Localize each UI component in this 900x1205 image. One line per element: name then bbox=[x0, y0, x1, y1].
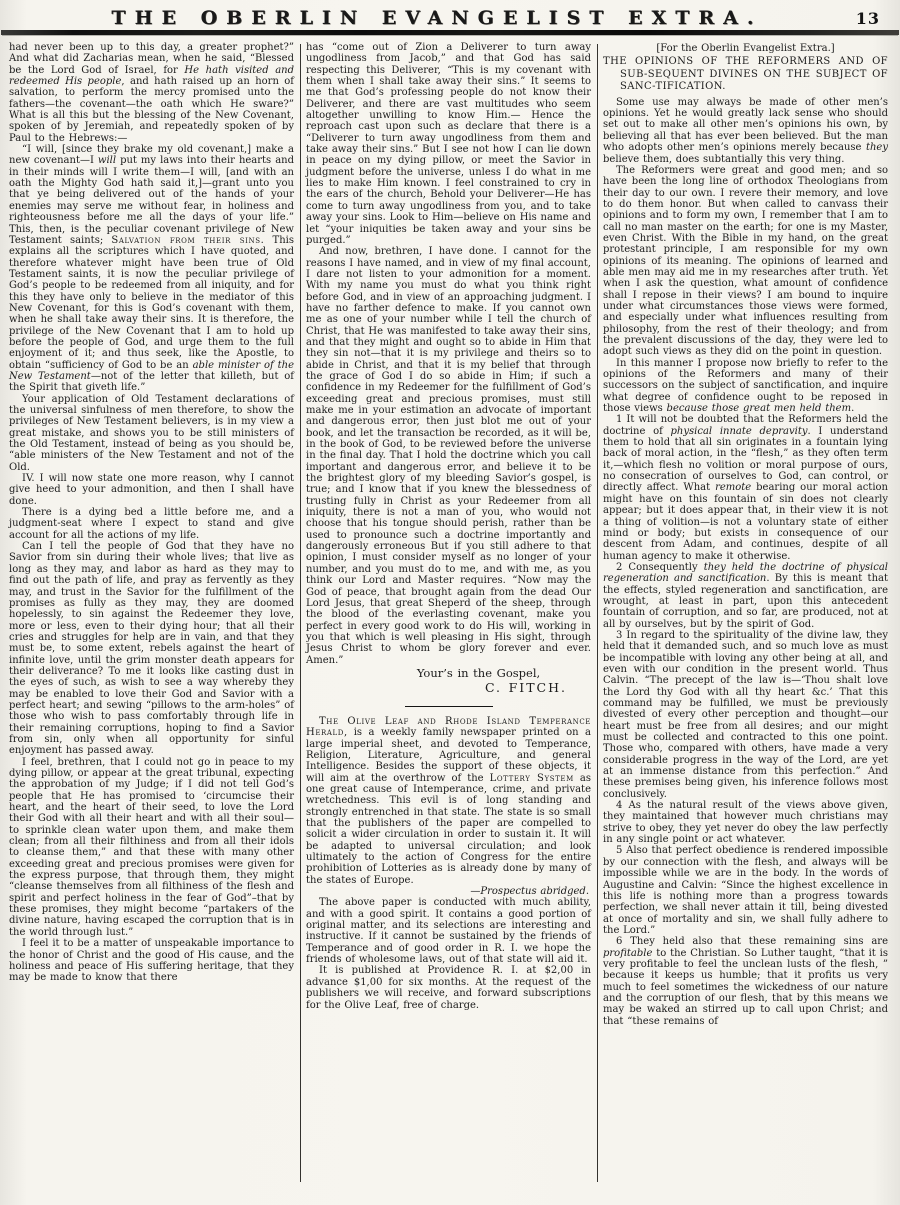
masthead bbox=[0, 0, 900, 30]
column-right bbox=[598, 42, 894, 1192]
signature-closing: Your’s in the Gospel, bbox=[416, 665, 541, 680]
paragraph: There is a dying bed a little before me, and a judgment-seat where I expect to stand and give account for all the actions of my life. bbox=[9, 507, 294, 541]
masthead-title: THE OBERLIN EVANGELIST EXTRA. bbox=[111, 7, 763, 29]
paragraph: 3 In regard to the spirituality of the divine law, they held that it demanded such, and so much love as must be incompatible with loving any other being at all, and even with our condition in the present world. Thus Calvin. “The precept of the law is—‘Thou shalt love the Lord thy God with all thy heart &c.’ That this command may be fulfilled, we must be previously divested of every other perception and thought—our heart must be free from all desires; and our might must be collected and contracted to this one point. Those who, compared with others, have made a very considerable progress in the way of the Lord, are yet at an immense distance from this perfection.” And these premises being given, his inference follows most conclusively. bbox=[603, 629, 888, 800]
paragraph: has “come out of Zion a Deliverer to turn away ungodliness from Jacob,” and that God has said respecting this Deliverer, “This is my covenant with them when I shall take away their sins.” It seems to me that God’s professing people do not know their Deliverer, and there are vast multitudes who seem altogether unwilling to know Him.— Hence the reproach cast upon such as declare that there is a “Deliverer to turn away ungodliness from them and take away their sins.” But I see not how I can lie down in peace on my dying pillow, or meet the Savior in judgment before the universe, unless I do what in me lies to make Him known. I feel constrained to cry in the ears of the church, Behold your Deliverer—He has come to turn away ungodliness from you, and to take away your sins. Look to Him—believe on His name and let “your iniquities be taken away and your sins be purged.” bbox=[306, 42, 591, 246]
paragraph: 6 They held also that these remaining sins are profitable to the Christian. So Luther taught, “that it is very profitable to feel the unclean lusts of the flesh, ” because it keeps us humble; that it profits us very much to feel sometimes the wickedness of our nature and the corruption of our flesh, that by this means we may be waked an stirred up to call upon Christ; and that “these remains of bbox=[603, 936, 888, 1027]
paragraph: “I will, [since they brake my old covenant,] make a new covenant—I will put my laws into their hearts and in their minds will I write them—I will, [and with an oath the Mighty God hath said it,]—grant unto you that ye being delivered out of the hands of your enemies may serve me without fear, in holiness and righteousness before me all the days of your life.” This, then, is the peculiar covenant privilege of New Testament saints; Salvation from their sins. This explains all the scriptures which I have quoted, and therefore whatever might have been true of Old Testament saints, it is now the peculiar privilege of God’s people to be redeemed from all iniquity, and for this they have only to believe in the mediator of this New Covenant, for this is God’s covenant with them, when he shall take away their sins. It is therefore, the privilege of the New Covenant that I am to hold up before the people of God, and urge them to the full enjoyment of it; and thus seek, like the Apostle, to obtain “sufficiency of God to be an able minister of the New Testament—not of the letter that killeth, but of the Spirit that giveth life.” bbox=[9, 144, 294, 394]
paragraph: The above paper is conducted with much ability, and with a good spirit. It contains a good portion of original matter, and its selections are interesting and instructive. If it cannot be sustained by the friends of Temperance and of good order in R. I. we hope the friends of wholesome laws, out of that state will aid it. bbox=[306, 897, 591, 966]
section-divider bbox=[405, 706, 493, 707]
column-center bbox=[301, 42, 597, 1192]
paragraph: And now, brethren, I have done. I cannot for the reasons I have named, and in view of my final account, I dare not listen to your admonition for a moment. With my name you must do what you think right before God, and in view of an approaching judgment. I have no farther defence to make. If you cannot own me as one of your number while I tell the church of Christ, that He was manifested to take away their sins, and that they might and ought so to abide in Him that they sin not—that it is my privilege and theirs so to abide in Christ, and that it is my belief that through the grace of God I do so abide in Him; if such a confidence in my Redeemer for the fulfillment of God’s exceeding great and precious promises, must still make me in your estimation an advocate of important and dangerous error, then just blot me out of your book, and let the transaction be recorded, as it will be, in the book of God, to be reviewed before the universe in the final day. That I hold the doctrine which you call important and dangerous error, and believe it to be the brightest glory of my bleeding Savior’s gospel, is true; and I know that if you knew the blessedness of trusting fully in Christ as your Redeemer from all iniquity, there is not a man of you, who would not choose that his tongue should perish, rather than be used to pronounce such a doctrine importantly and dangerously erroneous But if you still adhere to that opinion, I must consider myself as no longer of your number, and you must do to me, and with me, as you think our Lord and Master requires. “Now may the God of peace, that brought again from the dead Our Lord Jesus, that great Sheperd of the sheep, through the blood of the everlasting covenant, make you perfect in every good work to do His will, working in you that which is well pleasing in His sight, through Jesus Christ to whom be glory forever and ever. Amen.” bbox=[306, 246, 591, 666]
page-number: 13 bbox=[855, 9, 880, 28]
article-heading: THE OPINIONS OF THE REFORMERS AND OF SUB-SEQUENT DIVINES ON THE SUBJECT OF SANC-TIFICATION. bbox=[603, 56, 888, 93]
paragraph: Some use may always be made of other men’s opinions. Yet he would greatly lack sense who should set out to make all other men’s opinions his own, by believing all that has ever been believed. But the man who adopts other men’s opinions merely because they believe them, does subtantially this very thing. bbox=[603, 96, 888, 165]
attribution-line: —Prospectus abridged. bbox=[470, 886, 589, 898]
paragraph: 4 As the natural result of the views above given, they maintained that however much christians may strive to obey, they yet never do obey the law perfectly in any single point or act whatever. bbox=[603, 800, 888, 846]
paragraph: IV. I will now state one more reason, why I cannot give heed to your admonition, and then I shall have done. bbox=[9, 473, 294, 507]
paragraph: The Olive Leaf and Rhode Island Temperance Herald, is a weekly family newspaper printed on a large imperial sheet, and devoted to Temperance, Religion, Literature, Agriculture, and general Intelligence. Besides the support of these objects, it will aim at the overthrow of the Lottery System as one great cause of Intemperance, crime, and private wretchedness. This evil is of long standing and strongly entrenched in that state. The state is so small that the publishers of the paper are compelled to solicit a wider circulation in order to sustain it. It will be adapted to universal circulation; and look ultimately to the action of Congress for the entire prohibition of Lotteries as is already done by many of the states of Europe. bbox=[306, 715, 591, 886]
signature-name: C. FITCH. bbox=[484, 679, 567, 695]
paragraph: 2 Consequently they held the doctrine of physical regeneration and sanctification. By this is meant that the effects, styled regeneration and sanctification, are wrought, at least in part, upon this antecedent fountain of corruption, and so far, are produced, not at all by ourselves, but by the spirit of God. bbox=[603, 561, 889, 630]
paragraph: 5 Also that perfect obedience is rendered impossible by our connection with the flesh, and always will be impossible while we are in the body. In the words of Augustine and Calvin: “Since the highest excellence in this life is nothing more than a progress towards perfection, we shall never attain it till, being divested at once of mortality and sin, we shall fully adhere to the Lord.” bbox=[603, 845, 888, 936]
paragraph: 1 It will not be doubted that the Reformers held the doctrine of physical innate depravity. I understand them to hold that all sin originates in a fountain lying back of moral action, in the “flesh,” as they often term it,—which flesh no volition or moral purpose of ours, no consecration of ourselves to God, can control, or directly affect. What remote bearing our moral action might have on this fountain of sin does not clearly appear; but it does appear that, in their view it is not a thing of volition—is not a voluntary state of either mind or body; but exists in consequence of our descent from Adam, and continues, despite of all human agency to make it otherwise. bbox=[603, 414, 888, 562]
paragraph: Can I tell the people of God that they have no Savior from sin during their whole lives; that live as long as they may, and labor as hard as they may to find out the path of life, and pray as fervently as they may, and trust in the Savior for the fulfillment of the promises as fully as they may, they are doomed hopelessly, to sin against the Redeemer they love, more or less, even to their dying hour; that all their cries and struggles for help are in vain, and that they must be, to some extent, rebels against the heart of infinite love, until the grim monster death appears for their deliverance? To me it looks like casting dust in the eyes of such, as wish to see a way whereby they may be enabled to love their God and Savior with a perfect heart; and sewing “pillows to the arm-holes” of those who wish to pass comfortably through life in their remaining corruptions, hoping to find a Savior from sin, only when all opportunity for sinful enjoyment has passed away. bbox=[9, 541, 294, 757]
paragraph: had never been up to this day, a greater prophet?” And what did Zacharias mean, when he said, “Blessed be the Lord God of Israel, for He hath visited and redeemed His people, and hath raised up an horn of salvation, to perform the mercy promised unto the fathers—the covenant—the oath which He sware?” What is all this but the blessing of the New Covenant, spoken of by Jeremiah, and repeatedly spoken of by Paul to the Hebrews:— bbox=[9, 42, 295, 144]
paragraph: It is published at Providence R. I. at $2,00 in advance $1,00 for six months. At the request of the publishers we will receive, and forward subscriptions for the Olive Leaf, free of charge. bbox=[306, 965, 591, 1011]
paragraph: I feel it to be a matter of unspeakable importance to the honor of Christ and the good of His cause, and the holiness and peace of His suffering heritage, that they may be made to know that there bbox=[9, 938, 294, 984]
byline: [For the Oberlin Evangelist Extra.] bbox=[656, 43, 835, 54]
masthead-rule bbox=[1, 30, 899, 35]
paragraph: Your application of Old Testament declarations of the universal sinfulness of men therefore, to show the privileges of New Testament believers, is in my view a great mistake, and shows you to be still ministers of the Old Testament, instead of being as you should be, “able ministers of the New Testament and not of the Old. bbox=[9, 393, 294, 473]
paragraph: The Reformers were great and good men; and so have been the long line of orthodox Theologians from their day to our own. I revere their memory, and love to do them honor. But when called to canvass their opinions and to form my own, I remember that I am to call no man master on the earth; for one is my Master, even Christ. With the Bible in my hand, on the great protestant principle, I am responsible for my own opinions of its meaning. The opinions of learned and able men may aid me in my researches after truth. Yet when I ask the question, what amount of confidence shall I repose in their views? I am bound to inquire under what circumstances those views were formed, and especially under what influences resulting from philosophy, from the rest of their theology; and from the prevalent discussions of the day, they were led to adopt such views as they did on the point in question. bbox=[603, 164, 888, 358]
paragraph: I feel, brethren, that I could not go in peace to my dying pillow, or appear at the great tribunal, expecting the approbation of my Judge; if I did not tell God’s people that He has promised to ‘circumcise their heart, and the heart of their seed, to love the Lord their God with all their heart and with all their soul—to sprinkle clean water upon them, and make them clean; from all their filthiness and from all their idols to cleanse them,” and that these with many other exceeding great and precious promises were given for the express purpose, that through them, they might “cleanse themselves from all filthiness of the flesh and spirit and perfect holiness in the fear of God”–that by these promises, they might become “partakers of the divine nature, having escaped the corruption that is in the world through lust.” bbox=[9, 756, 294, 938]
column-left bbox=[4, 42, 300, 1192]
article-columns bbox=[0, 39, 900, 1192]
paragraph: In this manner I propose now briefly to refer to the opinions of the Reformers and many of their successors on the subject of sanctification, and inquire what degree of confidence ought to be reposed in those views because those great men held them. bbox=[603, 357, 888, 415]
